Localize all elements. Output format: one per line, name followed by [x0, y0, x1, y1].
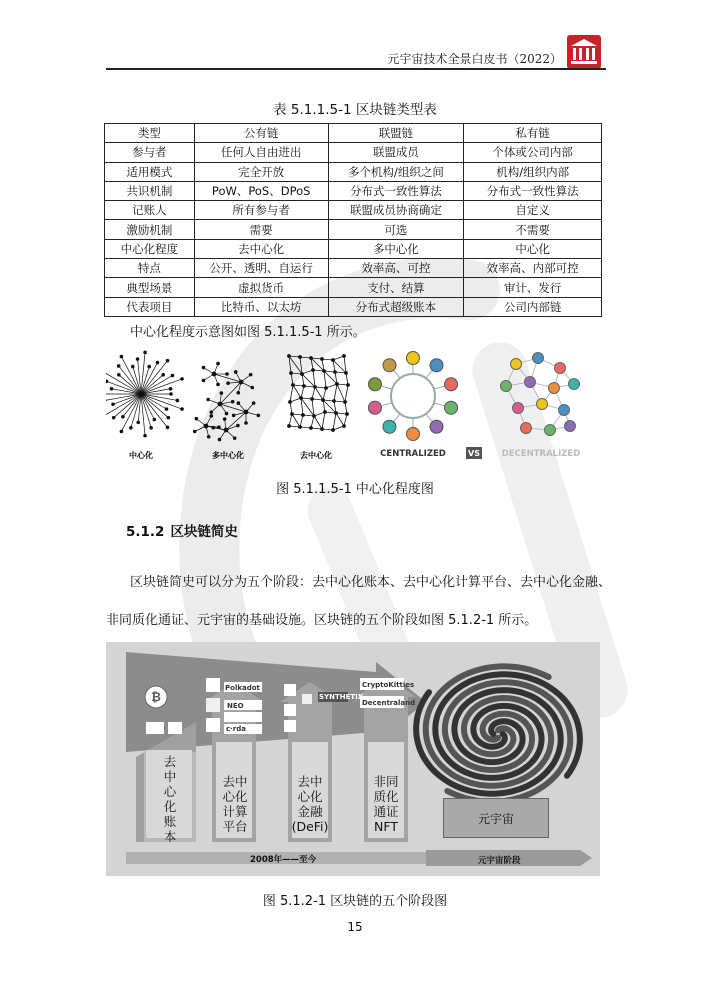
- section-number: 5.1.2: [126, 524, 165, 540]
- decentralized-people-diagram: [501, 353, 580, 436]
- centralization-degree-figure: [106, 346, 596, 466]
- decentralized-label-cn: 去中心化: [300, 451, 332, 460]
- centralized-label-en: CENTRALIZED: [380, 449, 446, 459]
- table-cell: 所有参与者: [194, 201, 328, 220]
- table-cell: 个体或公司内部: [464, 143, 602, 162]
- centralized-people-diagram: [368, 352, 457, 441]
- timeline-right-label: 元宇宙阶段: [478, 856, 521, 866]
- table-cell: 公司内部链: [464, 297, 602, 316]
- stage-computing-label: [218, 774, 252, 834]
- figure-intro-text: 中心化程度示意图如图 5.1.1.5-1 所示。: [130, 325, 366, 340]
- table-cell: 联盟成员协商确定: [328, 201, 464, 220]
- table-row: [105, 201, 602, 220]
- centralized-network-diagram: [106, 351, 184, 438]
- table-cell: 效率高、内部可控: [464, 259, 602, 278]
- table-cell: 分布式一致性算法: [328, 181, 464, 200]
- blockchain-types-table: [104, 123, 602, 317]
- paragraph-line-2: 非同质化通证、元宇宙的基础设施。区块链的五个阶段如图 5.1.2-1 所示。: [106, 613, 538, 628]
- stage-label-line: 去中: [297, 774, 323, 789]
- table-cell: 公开、透明、自运行: [194, 259, 328, 278]
- multi-centralized-network-diagram: [193, 362, 260, 442]
- table-cell: 比特币、以太坊: [194, 297, 328, 316]
- stage-nft-label: [368, 774, 404, 834]
- table-caption: 表 5.1.1.5-1 区块链类型表: [273, 102, 437, 118]
- corda-logo-text: c·rda: [226, 725, 246, 733]
- stage-label-line: 非同: [373, 774, 399, 789]
- stage-label-line: 通证: [373, 804, 399, 819]
- neo-logo-text: NEO: [227, 702, 244, 710]
- polkadot-logo-text: Polkadot: [225, 684, 260, 692]
- table-row: [105, 220, 602, 239]
- stage-label-line: 账: [163, 814, 177, 829]
- svg-text:₿: ₿: [151, 690, 161, 704]
- decentralized-mesh-diagram: [287, 354, 350, 432]
- stage-label-line: (DeFi): [291, 819, 329, 834]
- table-cell: 激励机制: [105, 220, 195, 239]
- section-heading: [126, 520, 238, 540]
- table-cell: 代表项目: [105, 297, 195, 316]
- stage-label-line: 去中: [222, 774, 248, 789]
- vs-badge: VS: [468, 449, 480, 458]
- multi-centralized-label-cn: 多中心化: [212, 451, 244, 460]
- table-cell: 中心化: [464, 239, 602, 258]
- table-cell: 类型: [105, 124, 195, 143]
- metaverse-box: 元宇宙: [443, 798, 549, 838]
- table-cell: 共识机制: [105, 181, 195, 200]
- table-row: [105, 297, 602, 316]
- table-cell: 可选: [328, 220, 464, 239]
- table-cell: 中心化程度: [105, 239, 195, 258]
- table-cell: 典型场景: [105, 278, 195, 297]
- table-cell: 完全开放: [194, 162, 328, 181]
- table-cell: 不需要: [464, 220, 602, 239]
- stage-label-line: 质化: [373, 789, 399, 804]
- table-cell: 审计、发行: [464, 278, 602, 297]
- stage-label-line: 平台: [222, 819, 248, 834]
- table-row: [105, 239, 602, 258]
- table-row: [105, 278, 602, 297]
- page-number: 15: [347, 920, 363, 934]
- table-cell: 多中心化: [328, 239, 464, 258]
- table-row: [105, 181, 602, 200]
- table-row: [105, 143, 602, 162]
- table-cell: 记账人: [105, 201, 195, 220]
- table-cell: 需要: [194, 220, 328, 239]
- stage-label-line: 中: [163, 769, 177, 784]
- stage-label-line: 本: [163, 829, 177, 844]
- section-title: 区块链简史: [170, 524, 238, 540]
- table-cell: PoW、PoS、DPoS: [194, 181, 328, 200]
- stage-label-line: 计算: [222, 804, 248, 819]
- table-cell: 机构/组织内部: [464, 162, 602, 181]
- stage-label-line: 金融: [297, 804, 323, 819]
- blockchain-stages-figure: [106, 642, 600, 876]
- table-cell: 自定义: [464, 201, 602, 220]
- table-cell: 私有链: [464, 124, 602, 143]
- header-title: 元宇宙技术全景白皮书（2022）: [387, 52, 562, 66]
- header-rule: [106, 68, 606, 70]
- stage-label-line: 心化: [222, 789, 248, 804]
- table-cell: 任何人自由进出: [194, 143, 328, 162]
- stage-label-line: 心化: [297, 789, 323, 804]
- table-row: [105, 259, 602, 278]
- timeline-left-label: 2008年——至今: [250, 855, 317, 865]
- synthetix-logo-text: SYNTHETIX: [319, 693, 364, 701]
- figure2-caption: 图 5.1.2-1 区块链的五个阶段图: [262, 894, 448, 909]
- stage-defi-label: [288, 774, 332, 834]
- table-cell: 联盟链: [328, 124, 464, 143]
- table-cell: 分布式超级账本: [328, 297, 464, 316]
- table-cell: 参与者: [105, 143, 195, 162]
- table-cell: 适用模式: [105, 162, 195, 181]
- cryptokitties-logo-text: CryptoKitties: [362, 681, 415, 689]
- table-cell: 效率高、可控: [328, 259, 464, 278]
- stage-label-line: 心: [163, 784, 177, 799]
- stage-label-line: 去: [163, 754, 177, 769]
- table-cell: 分布式一致性算法: [464, 181, 602, 200]
- table-cell: 虚拟货币: [194, 278, 328, 297]
- stage-label-line: 化: [163, 799, 177, 814]
- table-cell: 去中心化: [194, 239, 328, 258]
- table-cell: 多个机构/组织之间: [328, 162, 464, 181]
- stage-ledger-label: [158, 754, 182, 844]
- table-cell: 联盟成员: [328, 143, 464, 162]
- centralized-label-cn: 中心化: [129, 451, 153, 460]
- figure1-caption: 图 5.1.1.5-1 中心化程度图: [276, 482, 434, 497]
- table-row: [105, 162, 602, 181]
- paragraph-line-1: 区块链简史可以分为五个阶段：去中心化账本、去中心化计算平台、去中心化金融、: [130, 575, 612, 590]
- table-cell: 公有链: [194, 124, 328, 143]
- institution-logo-icon: [566, 34, 602, 70]
- stage-label-line: NFT: [374, 819, 398, 834]
- decentraland-logo-text: Decentraland: [362, 699, 416, 707]
- decentralized-label-en: DECENTRALIZED: [501, 449, 581, 459]
- table-cell: 支付、结算: [328, 278, 464, 297]
- table-header-row: [105, 124, 602, 143]
- table-cell: 特点: [105, 259, 195, 278]
